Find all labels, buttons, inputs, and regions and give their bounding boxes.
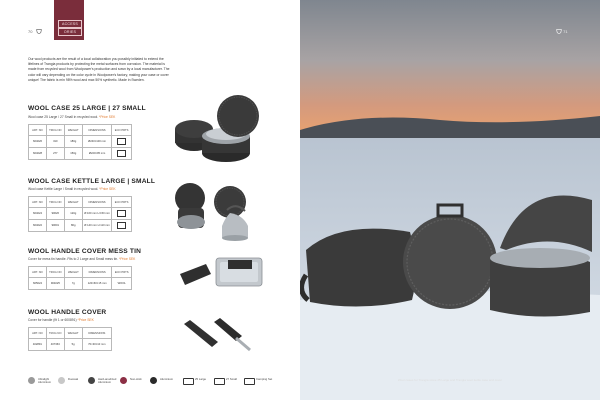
lifestyle-photo (300, 0, 600, 400)
mess-tin-handle-cover-product-image (176, 252, 266, 296)
photo-caption: Wool cases for Trangia stove 25 Large and Trangia wool kettle case and cover (397, 378, 503, 382)
column-header: ECO PRTS (112, 125, 132, 136)
aluminium-icon (150, 377, 157, 384)
column-header: WEIGHT (64, 125, 82, 136)
page-number: 70 (28, 29, 33, 35)
eco-box-icon (117, 210, 126, 217)
material-legend: Ultralight Aluminium Duossal Hard-anodized Aluminium Non-stick Aluminium 25 Large 27 Small Camping Set (28, 373, 278, 387)
trangia-logo-icon (36, 29, 42, 35)
table-row: 605024 904025 7g 120×60×15 mm WOOL (29, 278, 132, 290)
camping-set-icon (244, 378, 255, 385)
price-link[interactable]: *Price SEK (99, 115, 116, 119)
non-stick-icon (120, 377, 127, 384)
right-page (300, 0, 600, 400)
trangia-logo-icon (556, 29, 562, 35)
table-row: 604024 90626 120g Ø 160 mm H 150 mm (29, 208, 132, 220)
spec-table (28, 327, 112, 351)
spec-table (28, 196, 132, 232)
column-header: ART. NO (29, 125, 47, 136)
section-subtitle: Wool case Kettle Large / Small in recycled wool. *Price SEK (28, 187, 116, 191)
size-27-icon (214, 378, 225, 385)
eco-box-icon (117, 222, 126, 229)
hard-anodized-icon (88, 377, 95, 384)
section-title: WOOL CASE 25 LARGE | 27 SMALL (28, 105, 146, 112)
price-link[interactable]: *Price SEK (99, 187, 116, 191)
section-title: WOOL CASE KETTLE LARGE | SMALL (28, 178, 156, 185)
section-title: WOOL HANDLE COVER MESS TIN (28, 248, 142, 255)
wool-case-product-image (172, 94, 262, 170)
wool-kettle-case-product-image (170, 178, 266, 244)
table-header-row: ART. NO TRCG NO WEIGHT DIMENSIONS ECO PRTS (29, 197, 132, 208)
column-header: TRCG NO (46, 125, 64, 136)
eco-box-icon (117, 150, 126, 157)
section-subtitle: Cover for mess tin handle. Fits to 2 Large and Small mess tin. *Price SEK (28, 257, 136, 261)
page-folio-right (556, 29, 568, 35)
page-number: 71 (563, 29, 568, 35)
table-row: 604026 310 180g Ø240×100 mm (29, 136, 132, 148)
ultralight-icon (28, 377, 35, 384)
table-header-row: ART. NO TRCG NO WEIGHT DIMENSIONS (29, 328, 112, 339)
section-subtitle: Cover for handle (fit 1 or 600891) *Price SEK (28, 318, 94, 322)
section-tab[interactable] (54, 0, 84, 40)
section-tab-line2: ORIES (58, 28, 82, 36)
table-header-row (29, 125, 132, 136)
spec-table (28, 266, 132, 290)
table-header-row: ART. NO TRCG NO WEIGHT DIMENSIONS ECO PRTS (29, 267, 132, 278)
spec-table (28, 124, 132, 160)
intro-text: Our wool products are the result of a local collaboration you possibly initiated to extend the lifelines of Trangia products by protecting the metal surfaces from corrosion. The material is made from recycled wool from Woolpower's production and sown by a local manufacturer. The color will vary depending on the color cycle in Woolpower's factory, making your case or cover unique! The fabric is min 98% wool and max 50% synthetic. Made in Sweden. (28, 57, 170, 82)
table-row: 402891 407363 5g 70×30×10 mm (29, 339, 112, 351)
section-subtitle: Wool case 25 Large / 27 Small in recycled wool. *Price SEK (28, 115, 116, 119)
handle-cover-product-image (180, 312, 260, 356)
section-title: WOOL HANDLE COVER (28, 309, 107, 316)
price-link[interactable]: *Price SEK (77, 318, 94, 322)
table-row: 604028 277 150g Ø220×95 mm (29, 148, 132, 160)
price-link[interactable]: *Price SEK (119, 257, 136, 261)
page-folio-left (28, 29, 42, 35)
section-tab-line1: ACCESS (58, 20, 82, 28)
eco-box-icon (117, 138, 126, 145)
duossal-icon (58, 377, 65, 384)
column-header: DIMENSIONS (82, 125, 111, 136)
table-row: 604022 90601 80g Ø 140 mm H 110 mm (29, 220, 132, 232)
size-25-icon (183, 378, 194, 385)
